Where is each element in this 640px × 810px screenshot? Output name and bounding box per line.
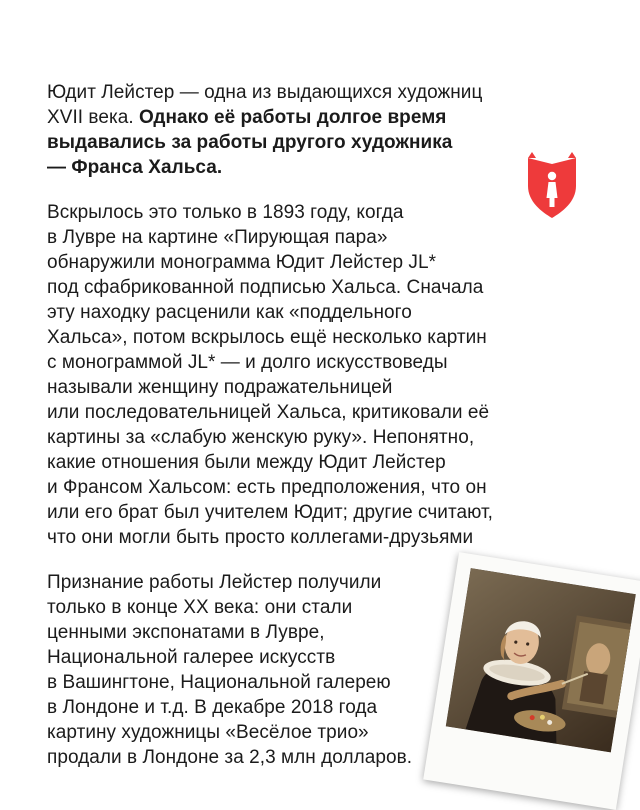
intro-line-2-bold: Однако её работы долгое время <box>139 107 447 128</box>
intro-line-2 <box>47 105 607 130</box>
history-line: что они могли быть просто коллегами-друзьями <box>47 527 474 548</box>
history-line: называли женщину подражательницей <box>47 377 393 398</box>
history-line: или последовательницей Хальса, критиковали её <box>47 402 490 423</box>
recognition-line: только в конце XX века: они стали <box>47 597 353 618</box>
history-line: обнаружили монограмма Юдит Лейстер JL* <box>47 252 437 273</box>
intro-line-4-bold: — Франса Хальса. <box>47 157 223 178</box>
intro-line-3-bold: выдавались за работы другого художника <box>47 132 453 153</box>
recognition-line: Национальной галерее искусств <box>47 647 336 668</box>
recognition-line: Признание работы Лейстер получили <box>47 572 382 593</box>
history-line: Хальса», потом вскрылось ещё несколько картин <box>47 327 487 348</box>
polaroid-photo <box>423 552 640 810</box>
self-portrait-painting <box>446 568 636 752</box>
intro-line-2-regular: XVII века. <box>47 107 140 128</box>
history-line: под сфабрикованной подписью Хальса. Сначала <box>47 277 484 298</box>
history-line: какие отношения были между Юдит Лейстер <box>47 452 446 473</box>
history-line: с монограммой JL* — и долго искусствоведы <box>47 352 448 373</box>
recognition-line: в Лондоне и т.д. В декабре 2018 года <box>47 697 378 718</box>
recognition-line: картину художницы «Весёлое трио» <box>47 722 369 743</box>
history-line: и Франсом Хальсом: есть предположения, что он <box>47 477 487 498</box>
recognition-line: ценными экспонатами в Лувре, <box>47 622 325 643</box>
history-paragraph <box>47 200 607 550</box>
intro-paragraph <box>47 80 607 180</box>
intro-line-1: Юдит Лейстер — одна из выдающихся художниц <box>47 82 483 103</box>
recognition-line: в Вашингтоне, Национальной галерею <box>47 672 391 693</box>
history-line: эту находку расценили как «поддельного <box>47 302 412 323</box>
recognition-line: продали в Лондоне за 2,3 млн долларов. <box>47 747 413 768</box>
painting-illustration <box>446 568 636 752</box>
history-line: или его брат был учителем Юдит; другие считают, <box>47 502 493 523</box>
history-line: картины за «слабую женскую руку». Непонятно, <box>47 427 475 448</box>
history-line: в Лувре на картине «Пирующая пара» <box>47 227 388 248</box>
history-line: Вскрылось это только в 1893 году, когда <box>47 202 404 223</box>
